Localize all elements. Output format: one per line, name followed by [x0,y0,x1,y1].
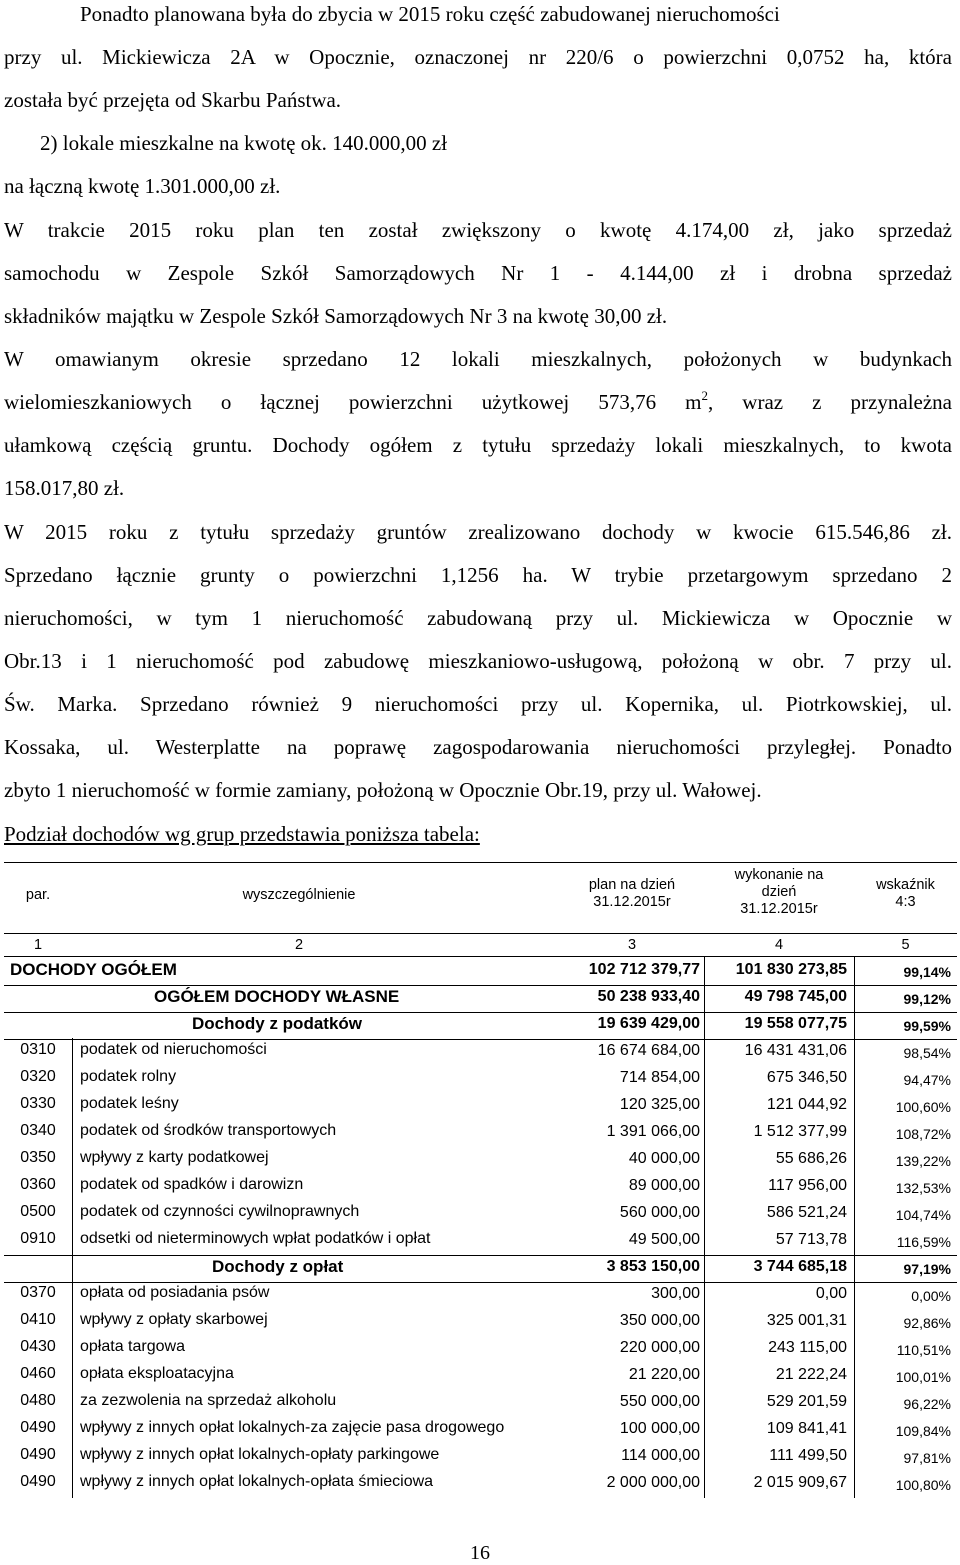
cell-description: wpływy z karty podatkowej [80,1149,269,1166]
header-execution [704,867,854,918]
text-part: , wraz z przynależna [707,390,952,414]
cell-plan: 40 000,00 [628,1150,700,1167]
header-exec-line1: wykonanie na [734,867,824,883]
cell-wyk: 111 499,50 [769,1447,847,1464]
cell-par: 0910 [20,1230,56,1247]
paragraph-line: Kossaka, ul. Westerplatte na poprawę zagospodarowania nieruchomości przyległej. Ponadto [4,735,952,759]
cell-wsk: 104,74% [895,1207,951,1223]
paragraph-line: zbyto 1 nieruchomość w formie zamiany, położoną w Opocznie Obr.19, przy ul. Wałowej. [4,778,762,802]
cell-par: 0490 [20,1419,56,1436]
header-exec-line3: 31.12.2015r [740,901,818,917]
table-row [4,1012,957,1040]
table-caption: Podział dochodów wg grup przedstawia poniższa tabela: [4,822,480,846]
cell-wyk: 1 512 377,99 [753,1123,847,1140]
header-ratio-line1: wskaźnik [876,877,935,893]
cell-wsk: 100,60% [895,1099,951,1115]
cell-wyk: 109 841,41 [766,1420,847,1437]
cell-par: 0360 [20,1176,56,1193]
cell-description: podatek od czynności cywilnoprawnych [80,1203,360,1220]
cell-description: Dochody z opłat [212,1257,344,1276]
cell-description: wpływy z innych opłat lokalnych-opłaty parkingowe [80,1446,440,1463]
cell-par: 0460 [20,1365,56,1382]
table-row [4,1093,957,1120]
paragraph-line: została być przejęta od Skarbu Państwa. [4,88,342,112]
cell-wsk: 94,47% [903,1072,951,1088]
cell-plan: 114 000,00 [621,1447,700,1464]
table-row [4,1471,957,1498]
cell-description: opłata od posiadania psów [80,1284,270,1301]
table-row [4,958,957,986]
cell-plan: 102 712 379,77 [588,961,700,978]
cell-wyk: 586 521,24 [766,1204,847,1221]
col-number: 4 [774,937,784,953]
cell-wsk: 92,86% [903,1315,951,1331]
cell-wsk: 132,53% [895,1180,951,1196]
paragraph-line: na łączną kwotę 1.301.000,00 zł. [4,174,281,198]
table-row [4,1417,957,1444]
cell-description: Dochody z podatków [192,1014,362,1033]
cell-par: 0320 [20,1068,56,1085]
cell-wsk: 100,01% [895,1369,951,1385]
table-row [4,1363,957,1390]
cell-plan: 3 853 150,00 [606,1258,700,1275]
cell-description: podatek rolny [80,1068,177,1085]
paragraph-line: nieruchomości, w tym 1 nieruchomość zabudowaną przy ul. Mickiewicza w Opocznie w [4,606,952,630]
cell-wsk: 96,22% [903,1396,951,1412]
cell-wyk: 101 830 273,85 [735,961,847,978]
table-row [4,1390,957,1417]
cell-par: 0350 [20,1149,56,1166]
cell-wyk: 243 115,00 [768,1339,847,1356]
cell-description: opłata eksploatacyjna [80,1365,234,1382]
cell-wsk: 110,51% [896,1342,951,1358]
superscript: 2 [701,388,708,403]
cell-description: OGÓŁEM DOCHODY WŁASNE [154,987,400,1006]
text-part: wielomieszkaniowych o łącznej powierzchni użytkowej 573,76 m [4,390,702,414]
col-number: 2 [294,937,304,953]
col-number: 5 [901,937,910,953]
cell-plan: 49 500,00 [628,1231,700,1248]
table-row [4,1120,957,1147]
cell-wsk: 0,00% [911,1288,951,1304]
cell-wyk: 19 558 077,75 [744,1015,847,1032]
cell-plan: 2 000 000,00 [606,1474,700,1491]
table-row [4,1066,957,1093]
cell-plan: 21 220,00 [628,1366,700,1383]
table-header [4,862,957,934]
col-number: 1 [33,937,43,953]
table-row [4,985,957,1013]
cell-par: 0480 [20,1392,56,1409]
cell-wyk: 675 346,50 [766,1069,847,1086]
cell-wyk: 117 956,00 [768,1177,847,1194]
header-exec-line2: dzień [761,884,797,900]
paragraph-line: W 2015 roku z tytułu sprzedaży gruntów zrealizowano dochody w kwocie 615.546,86 zł. [4,520,952,544]
table-row [4,1201,957,1228]
paragraph-line: W trakcie 2015 roku plan ten został zwiększony o kwotę 4.174,00 zł, jako sprzedaż [4,218,952,242]
cell-wyk: 57 713,78 [775,1231,847,1248]
cell-par: 0330 [20,1095,56,1112]
cell-wyk: 529 201,59 [766,1393,847,1410]
paragraph-line: Obr.13 i 1 nieruchomość pod zabudowę mieszkaniowo-usługową, położoną w obr. 7 przy ul. [4,649,952,673]
paragraph-line: W omawianym okresie sprzedano 12 lokali mieszkalnych, położonych w budynkach [4,347,952,371]
cell-wyk: 49 798 745,00 [744,988,847,1005]
list-item: 2) lokale mieszkalne na kwotę ok. 140.000,00 zł [40,131,448,155]
cell-plan: 120 325,00 [619,1096,700,1113]
column-numbers-row [4,934,957,957]
cell-plan: 100 000,00 [619,1420,700,1437]
cell-plan: 16 674 684,00 [597,1042,700,1059]
divider [704,956,705,1498]
header-ratio-line2: 4:3 [895,894,916,910]
page-number: 16 [470,1542,490,1564]
cell-wsk: 97,19% [903,1261,951,1277]
cell-par: 0340 [20,1122,56,1139]
cell-plan: 560 000,00 [619,1204,700,1221]
cell-wsk: 99,59% [903,1018,951,1034]
cell-wsk: 100,80% [895,1477,951,1493]
cell-wsk: 98,54% [903,1045,951,1061]
header-par: par. [25,887,51,903]
header-plan [557,877,707,911]
cell-wyk: 325 001,31 [766,1312,847,1329]
cell-plan: 19 639 429,00 [597,1015,700,1032]
cell-wsk: 99,12% [903,991,951,1007]
paragraph-line: Sprzedano łącznie grunty o powierzchni 1,1256 ha. W trybie przetargowym sprzedano 2 [4,563,952,587]
cell-plan: 714 854,00 [619,1069,700,1086]
cell-description: za zezwolenia na sprzedaż alkoholu [80,1392,337,1409]
cell-plan: 89 000,00 [628,1177,700,1194]
divider [854,956,855,1498]
cell-wyk: 121 044,92 [766,1096,847,1113]
table-row [4,1228,957,1256]
cell-par: 0430 [20,1338,56,1355]
cell-description: DOCHODY OGÓŁEM [10,960,177,979]
header-name: wyszczególnienie [242,887,356,903]
paragraph-line [4,390,952,415]
cell-description: wpływy z opłaty skarbowej [80,1311,268,1328]
table-row [4,1336,957,1363]
cell-description: podatek od środków transportowych [80,1122,337,1139]
cell-plan: 220 000,00 [619,1339,700,1356]
cell-wyk: 0,00 [815,1285,847,1302]
table-row [4,1255,957,1283]
cell-wsk: 109,84% [895,1423,951,1439]
divider [72,1038,73,1498]
cell-description: podatek od spadków i darowizn [80,1176,304,1193]
cell-wsk: 108,72% [895,1126,951,1142]
paragraph-line: Św. Marka. Sprzedano również 9 nieruchomości przy ul. Kopernika, ul. Piotrkowskiej, ul. [4,692,952,716]
cell-plan: 550 000,00 [619,1393,700,1410]
cell-description: podatek od nieruchomości [80,1041,267,1058]
cell-description: podatek leśny [80,1095,179,1112]
paragraph-line: składników majątku w Zespole Szkół Samorządowych Nr 3 na kwotę 30,00 zł. [4,304,668,328]
paragraph-line: Ponadto planowana była do zbycia w 2015 roku część zabudowanej nieruchomości [80,2,780,26]
table-row [4,1282,957,1309]
header-plan-line1: plan na dzień [588,877,676,893]
cell-description: wpływy z innych opłat lokalnych-za zajęcie pasa drogowego [80,1419,505,1436]
cell-plan: 350 000,00 [619,1312,700,1329]
cell-wsk: 116,59% [896,1234,951,1250]
cell-wyk: 16 431 431,06 [744,1042,847,1059]
cell-plan: 1 391 066,00 [606,1123,700,1140]
cell-description: opłata targowa [80,1338,185,1355]
header-plan-line2: 31.12.2015r [593,894,671,910]
cell-plan: 50 238 933,40 [597,988,700,1005]
header-ratio [854,877,957,911]
table-row [4,1147,957,1174]
cell-wyk: 3 744 685,18 [753,1258,847,1275]
cell-wsk: 97,81% [903,1450,951,1466]
table-row [4,1039,957,1066]
cell-par: 0500 [20,1203,56,1220]
cell-description: wpływy z innych opłat lokalnych-opłata śmieciowa [80,1473,434,1490]
table-row [4,1174,957,1201]
cell-par: 0490 [20,1473,56,1490]
paragraph-line: ułamkową częścią gruntu. Dochody ogółem z tytułu sprzedaży lokali mieszkalnych, to kwota [4,433,952,457]
col-number: 3 [627,937,637,953]
cell-par: 0370 [20,1284,56,1301]
cell-wsk: 99,14% [903,964,951,980]
cell-plan: 300,00 [651,1285,700,1302]
table-row [4,1444,957,1471]
cell-description: odsetki od nieterminowych wpłat podatków i opłat [80,1230,431,1247]
cell-par: 0410 [20,1311,56,1328]
cell-wyk: 2 015 909,67 [753,1474,847,1491]
paragraph-line: samochodu w Zespole Szkół Samorządowych Nr 1 - 4.144,00 zł i drobna sprzedaż [4,261,952,285]
paragraph-line: przy ul. Mickiewicza 2A w Opocznie, oznaczonej nr 220/6 o powierzchni 0,0752 ha, która [4,45,952,69]
paragraph-line: 158.017,80 zł. [4,476,125,500]
table-row [4,1309,957,1336]
cell-par: 0310 [20,1041,56,1058]
cell-wyk: 21 222,24 [775,1366,847,1383]
cell-wyk: 55 686,26 [775,1150,847,1167]
cell-par: 0490 [20,1446,56,1463]
cell-wsk: 139,22% [895,1153,951,1169]
